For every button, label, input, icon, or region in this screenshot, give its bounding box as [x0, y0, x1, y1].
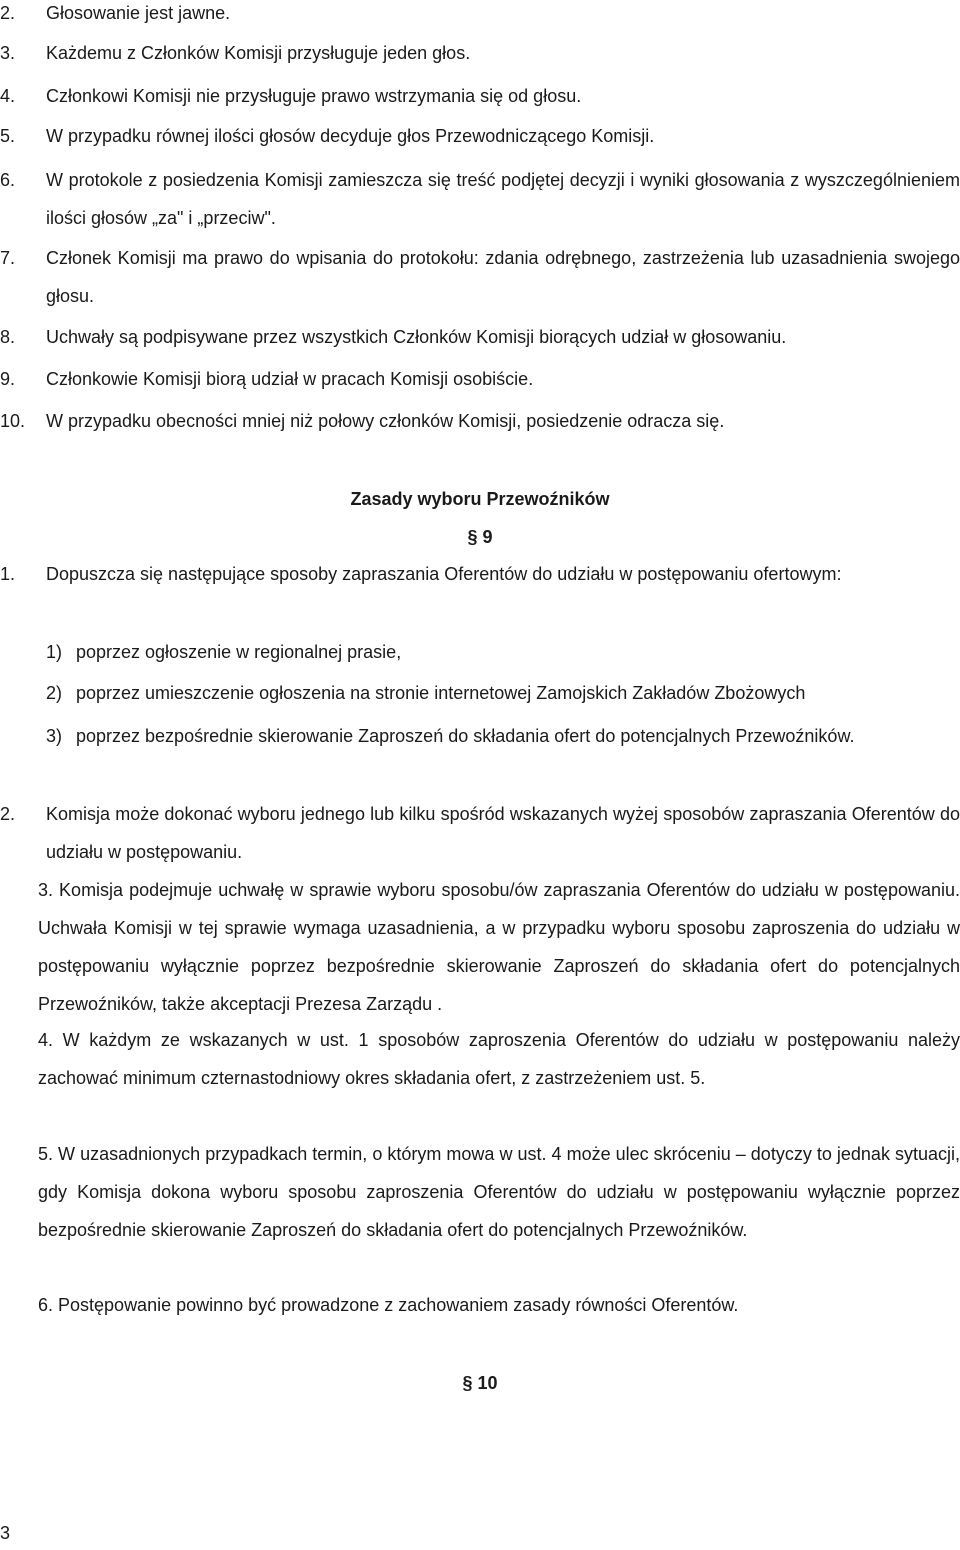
- page-number: 3: [0, 1523, 11, 1543]
- sub-item-text: poprzez bezpośrednie skierowanie Zaproszeń do składania ofert do potencjalnych Przewoźników.: [76, 726, 855, 746]
- item-number: 2.: [0, 3, 16, 23]
- item-number: 3.: [0, 43, 16, 63]
- item-text: W przypadku obecności mniej niż połowy członków Komisji, posiedzenie odracza się.: [46, 411, 725, 431]
- sub-item-number: 1): [46, 642, 63, 662]
- item-number: 10.: [0, 411, 26, 431]
- paragraph-5: 5. W uzasadnionych przypadkach termin, o którym mowa w ust. 4 może ulec skróceniu – dotyczy to jednak sytuacji, gdy Komisja dokona wyboru sposobu zaproszenia Oferentów do udziału w postępowaniu wyłącznie poprzez bezpośrednie skierowanie Zaproszeń do składania ofert do potencjalnych Przewoźników.: [38, 1144, 960, 1240]
- paragraph-6: 6. Postępowanie powinno być prowadzone z zachowaniem zasady równości Oferentów.: [38, 1295, 739, 1315]
- item-text: Członek Komisji ma prawo do wpisania do protokołu: zdania odrębnego, zastrzeżenia lub uzasadnienia swojego głosu.: [46, 248, 960, 306]
- paragraph-4: 4. W każdym ze wskazanych w ust. 1 sposobów zaproszenia Oferentów do udziału w postępowaniu należy zachować minimum czternastodniowy okres składania ofert, z zastrzeżeniem ust. 5.: [38, 1030, 960, 1088]
- section-symbol: § 10: [462, 1373, 498, 1393]
- sub-item-text: poprzez umieszczenie ogłoszenia na stronie internetowej Zamojskich Zakładów Zbożowych: [76, 683, 806, 703]
- paragraph-3: 3. Komisja podejmuje uchwałę w sprawie wyboru sposobu/ów zapraszania Oferentów do udziału w postępowaniu. Uchwała Komisji w tej sprawie wymaga uzasadnienia, a w przypadku wyboru sposobu zaproszenia do udziału w postępowaniu wyłącznie poprzez bezpośrednie skierowanie Zaproszeń do składania ofert do potencjalnych Przewoźników, także akceptacji Prezesa Zarządu .: [38, 880, 960, 1014]
- item-text: Komisja może dokonać wyboru jednego lub kilku spośród wskazanych wyżej sposobów zapraszania Oferentów do udziału w postępowaniu.: [46, 804, 960, 862]
- sub-item-number: 2): [46, 683, 63, 703]
- item-number: 8.: [0, 327, 16, 347]
- item-text: Głosowanie jest jawne.: [46, 3, 231, 23]
- item-number: 1.: [0, 564, 16, 584]
- item-number: 2.: [0, 804, 16, 824]
- item-text: Członkowie Komisji biorą udział w pracach Komisji osobiście.: [46, 369, 534, 389]
- item-text: Dopuszcza się następujące sposoby zapraszania Oferentów do udziału w postępowaniu ofertowym:: [46, 564, 842, 584]
- sub-item-number: 3): [46, 726, 63, 746]
- item-text: W przypadku równej ilości głosów decyduje głos Przewodniczącego Komisji.: [46, 126, 655, 146]
- item-number: 9.: [0, 369, 16, 389]
- item-number: 6.: [0, 170, 16, 190]
- section-title: Zasady wyboru Przewoźników: [350, 489, 610, 509]
- item-text: Członkowi Komisji nie przysługuje prawo wstrzymania się od głosu.: [46, 86, 582, 106]
- item-text: Uchwały są podpisywane przez wszystkich Członków Komisji biorących udział w głosowaniu.: [46, 327, 787, 347]
- item-number: 7.: [0, 248, 16, 268]
- sub-item-text: poprzez ogłoszenie w regionalnej prasie,: [76, 642, 402, 662]
- item-number: 4.: [0, 86, 16, 106]
- section-symbol: § 9: [467, 527, 493, 547]
- item-number: 5.: [0, 126, 16, 146]
- item-text: Każdemu z Członków Komisji przysługuje jeden głos.: [46, 43, 471, 63]
- item-text: W protokole z posiedzenia Komisji zamieszcza się treść podjętej decyzji i wyniki głosowania z wyszczególnieniem ilości głosów „za" i „przeciw".: [46, 170, 960, 228]
